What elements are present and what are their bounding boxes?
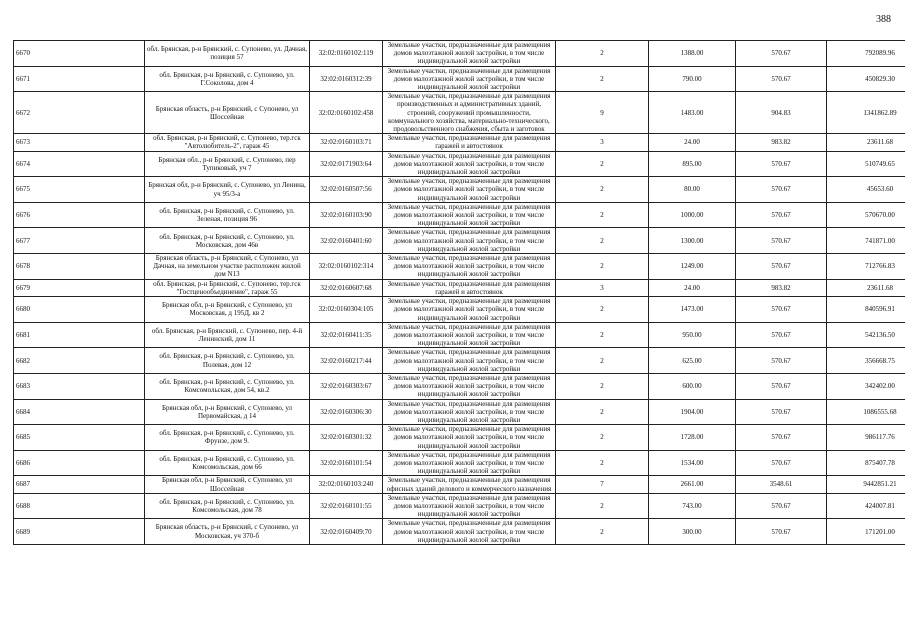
cell-usage: Земельные участки, предназначенные для размещения домов малоэтажной жилой застройки, в том числе индивидуальной жилой застройки	[383, 425, 556, 451]
cell-num: 6682	[14, 348, 145, 374]
cell-area: 1904.00	[649, 399, 736, 425]
cell-num: 6671	[14, 66, 145, 92]
cell-cadastral: 32:02:0160607:68	[310, 279, 383, 296]
cell-address: обл. Брянская, р-н Брянский, с. Супонево, ул. Московская, дом 46в	[145, 228, 310, 254]
cell-rate: 570.67	[736, 450, 827, 476]
cell-value: 424007.81	[827, 493, 905, 519]
cell-address: обл. Брянская, р-н Брянский, с. Супонево, ул. Полевая, дом 12	[145, 348, 310, 374]
cell-value: 23611.68	[827, 134, 905, 151]
cell-value: 792089.96	[827, 41, 905, 67]
table-row	[14, 177, 905, 203]
cell-area: 1000.00	[649, 202, 736, 228]
cell-usage: Земельные участки, предназначенные для размещения домов малоэтажной жилой застройки, в том числе индивидуальной жилой застройки	[383, 151, 556, 177]
cell-group: 7	[556, 476, 649, 493]
cell-value: 570670.00	[827, 202, 905, 228]
cell-rate: 904.83	[736, 92, 827, 134]
cell-area: 1728.00	[649, 425, 736, 451]
cell-num: 6674	[14, 151, 145, 177]
cell-value: 342402.00	[827, 373, 905, 399]
cell-area: 1388.00	[649, 41, 736, 67]
table-row	[14, 134, 905, 151]
cell-num: 6684	[14, 399, 145, 425]
table-row	[14, 322, 905, 348]
cell-num: 6686	[14, 450, 145, 476]
cell-address: обл. Брянская, р-н Брянский, с. Супонево, ул. Фрунзе, дом 9.	[145, 425, 310, 451]
cell-area: 300.00	[649, 519, 736, 545]
cell-num: 6679	[14, 279, 145, 296]
cell-group: 2	[556, 519, 649, 545]
cell-address: обл. Брянская, р-н Брянский, с. Супонево, пер. 4-й Ленинский, дом 11	[145, 322, 310, 348]
cell-usage: Земельные участки, предназначенные для размещения гаражей и автостоянок	[383, 134, 556, 151]
cell-address: обл. Брянская, р-н Брянский, с. Супонево, тер.гск "Гостценообъединение", гараж 55	[145, 279, 310, 296]
cell-area: 625.00	[649, 348, 736, 374]
cell-area: 600.00	[649, 373, 736, 399]
cell-value: 9442851.21	[827, 476, 905, 493]
cell-address: обл. Брянская, р-н Брянский, с. Супонево, ул. Г.Соколова, дом 4	[145, 66, 310, 92]
cell-group: 2	[556, 373, 649, 399]
cell-value: 450829.30	[827, 66, 905, 92]
table-row	[14, 519, 905, 545]
cell-group: 2	[556, 348, 649, 374]
cell-cadastral: 32:02:0171903:64	[310, 151, 383, 177]
cell-value: 1341862.89	[827, 92, 905, 134]
cell-group: 3	[556, 279, 649, 296]
cell-rate: 570.67	[736, 373, 827, 399]
cell-num: 6678	[14, 254, 145, 280]
cell-group: 9	[556, 92, 649, 134]
cell-cadastral: 32:02:0160103:90	[310, 202, 383, 228]
cell-area: 895.00	[649, 151, 736, 177]
cell-cadastral: 32:02:0160301:32	[310, 425, 383, 451]
cell-value: 171201.00	[827, 519, 905, 545]
cell-address: обл. Брянская, р-н Брянский, с. Супонево, ул. Комсомольская, дом 78	[145, 493, 310, 519]
cell-usage: Земельные участки, предназначенные для размещения домов малоэтажной жилой застройки, в том числе индивидуальной жилой застройки	[383, 297, 556, 323]
cell-area: 950.00	[649, 322, 736, 348]
cell-usage: Земельные участки, предназначенные для размещения офисных зданий делового и коммерческого назначения	[383, 476, 556, 493]
cell-value: 986117.76	[827, 425, 905, 451]
cell-rate: 570.67	[736, 425, 827, 451]
cell-value: 356668.75	[827, 348, 905, 374]
cell-group: 3	[556, 134, 649, 151]
cell-address: Брянская область, р-н Брянский, с Супонево, ул Московская, уч 370-б	[145, 519, 310, 545]
cell-rate: 570.67	[736, 519, 827, 545]
cell-rate: 983.82	[736, 134, 827, 151]
table-row	[14, 476, 905, 493]
cell-address: обл. Брянская, р-н Брянский, с. Супонево, тер.гск "Автолюбитель-2", гараж 45	[145, 134, 310, 151]
cell-cadastral: 32:02:0160102:314	[310, 254, 383, 280]
cell-area: 1300.00	[649, 228, 736, 254]
cell-usage: Земельные участки, предназначенные для размещения домов малоэтажной жилой застройки, в том числе индивидуальной жилой застройки	[383, 348, 556, 374]
cell-cadastral: 32:02:0160102:458	[310, 92, 383, 134]
cell-usage: Земельные участки, предназначенные для размещения домов малоэтажной жилой застройки, в том числе индивидуальной жилой застройки	[383, 66, 556, 92]
table-row	[14, 254, 905, 280]
page-number: 388	[876, 14, 891, 25]
cell-cadastral: 32:02:0160507:56	[310, 177, 383, 203]
cell-num: 6689	[14, 519, 145, 545]
cell-area: 1534.00	[649, 450, 736, 476]
cell-address: Брянская обл, р-н Брянский, с Супонево, ул Шоссейная	[145, 476, 310, 493]
cell-address: Брянская обл, р-н Брянский, с Супонево, ул Первомайская, д 14	[145, 399, 310, 425]
cell-rate: 570.67	[736, 151, 827, 177]
cell-rate: 3548.61	[736, 476, 827, 493]
cell-usage: Земельные участки, предназначенные для размещения домов малоэтажной жилой застройки, в том числе индивидуальной жилой застройки	[383, 254, 556, 280]
table-row	[14, 66, 905, 92]
cell-address: Брянская обл., р-н Брянский, с. Супонево, пер Тупиковый, уч 7	[145, 151, 310, 177]
cell-group: 2	[556, 151, 649, 177]
cell-usage: Земельные участки, предназначенные для размещения домов малоэтажной жилой застройки, в том числе индивидуальной жилой застройки	[383, 399, 556, 425]
cell-value: 45653.60	[827, 177, 905, 203]
cell-rate: 570.67	[736, 66, 827, 92]
cell-value: 712766.83	[827, 254, 905, 280]
cell-rate: 983.82	[736, 279, 827, 296]
cell-usage: Земельные участки, предназначенные для размещения домов малоэтажной жилой застройки, в том числе индивидуальной жилой застройки	[383, 450, 556, 476]
cell-value: 741871.00	[827, 228, 905, 254]
cell-group: 2	[556, 297, 649, 323]
cell-cadastral: 32:02:0160312:39	[310, 66, 383, 92]
cell-num: 6687	[14, 476, 145, 493]
cell-usage: Земельные участки, предназначенные для размещения домов малоэтажной жилой застройки, в том числе индивидуальной жилой застройки	[383, 177, 556, 203]
cell-address: обл. Брянская, р-н Брянский, с. Супонево, ул. Комсомольская, дом 54, кв.2	[145, 373, 310, 399]
cell-area: 24.00	[649, 134, 736, 151]
cell-address: Брянская область, р-н Брянский, с Супонево, ул Дачная, на земельном участке расположен жилой дом N13	[145, 254, 310, 280]
cell-value: 1086555.68	[827, 399, 905, 425]
cell-usage: Земельные участки, предназначенные для размещения домов малоэтажной жилой застройки, в том числе индивидуальной жилой застройки	[383, 228, 556, 254]
cell-rate: 570.67	[736, 41, 827, 67]
cell-value: 875407.78	[827, 450, 905, 476]
cell-usage: Земельные участки, предназначенные для размещения домов малоэтажной жилой застройки, в том числе индивидуальной жилой застройки	[383, 373, 556, 399]
cell-address: Брянская обл, р-н Брянский, с Супонево, ул Московская, д 195Д, кв 2	[145, 297, 310, 323]
cell-usage: Земельные участки, предназначенные для размещения домов малоэтажной жилой застройки, в том числе индивидуальной жилой застройки	[383, 202, 556, 228]
cell-num: 6680	[14, 297, 145, 323]
cell-group: 2	[556, 450, 649, 476]
cell-num: 6676	[14, 202, 145, 228]
cell-area: 80.00	[649, 177, 736, 203]
cell-num: 6683	[14, 373, 145, 399]
cell-usage: Земельные участки, предназначенные для размещения домов малоэтажной жилой застройки, в том числе индивидуальной жилой застройки	[383, 519, 556, 545]
cell-rate: 570.67	[736, 322, 827, 348]
cell-usage: Земельные участки, предназначенные для размещения гаражей и автостоянок	[383, 279, 556, 296]
cadastral-value-table	[13, 40, 905, 545]
cell-rate: 570.67	[736, 297, 827, 323]
cell-group: 2	[556, 41, 649, 67]
cell-address: Брянская обл, р-н Брянский, с. Супонево, ул Ленина, уч 95/3-а	[145, 177, 310, 203]
cell-cadastral: 32:02:0160306:30	[310, 399, 383, 425]
cell-cadastral: 32:02:0160303:67	[310, 373, 383, 399]
cell-address: Брянская область, р-н Брянский, с Супонево, ул Шоссейная	[145, 92, 310, 134]
cell-group: 2	[556, 399, 649, 425]
cell-area: 2661.00	[649, 476, 736, 493]
table-body	[14, 41, 905, 545]
cell-rate: 570.67	[736, 177, 827, 203]
cell-num: 6681	[14, 322, 145, 348]
table-row	[14, 425, 905, 451]
cell-rate: 570.67	[736, 493, 827, 519]
table-row	[14, 399, 905, 425]
cell-group: 2	[556, 254, 649, 280]
cell-value: 510749.65	[827, 151, 905, 177]
cell-area: 790.00	[649, 66, 736, 92]
cell-address: обл. Брянская, р-н Брянский, с. Супонево, ул. Зеленая, позиция 96	[145, 202, 310, 228]
cell-cadastral: 32:02:0160102:119	[310, 41, 383, 67]
cell-cadastral: 32:02:0160409:70	[310, 519, 383, 545]
cell-usage: Земельные участки, предназначенные для размещения производственных и административных зданий, строений, сооружений промышленности, коммунального хозяйства, материально-технического, продовольственного снабжения, сбыта и заготовок	[383, 92, 556, 134]
table-row	[14, 493, 905, 519]
cell-rate: 570.67	[736, 254, 827, 280]
cell-area: 24.00	[649, 279, 736, 296]
table-row	[14, 450, 905, 476]
cell-address: обл. Брянская, р-н Брянский, с. Супонево, ул. Комсомольская, дом 66	[145, 450, 310, 476]
table-row	[14, 41, 905, 67]
cell-group: 2	[556, 493, 649, 519]
cell-group: 2	[556, 66, 649, 92]
cell-num: 6673	[14, 134, 145, 151]
cell-usage: Земельные участки, предназначенные для размещения домов малоэтажной жилой застройки, в том числе индивидуальной жилой застройки	[383, 493, 556, 519]
cell-cadastral: 32:02:0160304:105	[310, 297, 383, 323]
table-row	[14, 373, 905, 399]
cell-address: обл. Брянская, р-н Брянский, с. Супонево, ул. Дачная, позиция 57	[145, 41, 310, 67]
cell-cadastral: 32:02:0160401:60	[310, 228, 383, 254]
cell-rate: 570.67	[736, 228, 827, 254]
table-row	[14, 279, 905, 296]
cell-num: 6670	[14, 41, 145, 67]
cell-value: 23611.68	[827, 279, 905, 296]
cell-value: 542136.50	[827, 322, 905, 348]
cell-area: 1473.00	[649, 297, 736, 323]
table-row	[14, 202, 905, 228]
cell-cadastral: 32:02:0160103:240	[310, 476, 383, 493]
cell-area: 1483.00	[649, 92, 736, 134]
cell-rate: 570.67	[736, 202, 827, 228]
cell-area: 1249.00	[649, 254, 736, 280]
cell-value: 840596.91	[827, 297, 905, 323]
cell-rate: 570.67	[736, 399, 827, 425]
cell-group: 2	[556, 425, 649, 451]
cell-cadastral: 32:02:0160411:35	[310, 322, 383, 348]
cell-cadastral: 32:02:0160217:44	[310, 348, 383, 374]
table-row	[14, 228, 905, 254]
table-row	[14, 348, 905, 374]
cell-num: 6688	[14, 493, 145, 519]
cell-cadastral: 32:02:0160103:71	[310, 134, 383, 151]
cell-group: 2	[556, 228, 649, 254]
cell-rate: 570.67	[736, 348, 827, 374]
cell-num: 6672	[14, 92, 145, 134]
table-row	[14, 151, 905, 177]
cell-cadastral: 32:02:0160101:55	[310, 493, 383, 519]
table-row	[14, 297, 905, 323]
cell-num: 6675	[14, 177, 145, 203]
cell-group: 2	[556, 177, 649, 203]
cell-group: 2	[556, 322, 649, 348]
cell-area: 743.00	[649, 493, 736, 519]
cell-usage: Земельные участки, предназначенные для размещения домов малоэтажной жилой застройки, в том числе индивидуальной жилой застройки	[383, 41, 556, 67]
cell-cadastral: 32:02:0160101:54	[310, 450, 383, 476]
cell-group: 2	[556, 202, 649, 228]
table-row	[14, 92, 905, 134]
cell-num: 6677	[14, 228, 145, 254]
cell-num: 6685	[14, 425, 145, 451]
cell-usage: Земельные участки, предназначенные для размещения домов малоэтажной жилой застройки, в том числе индивидуальной жилой застройки	[383, 322, 556, 348]
